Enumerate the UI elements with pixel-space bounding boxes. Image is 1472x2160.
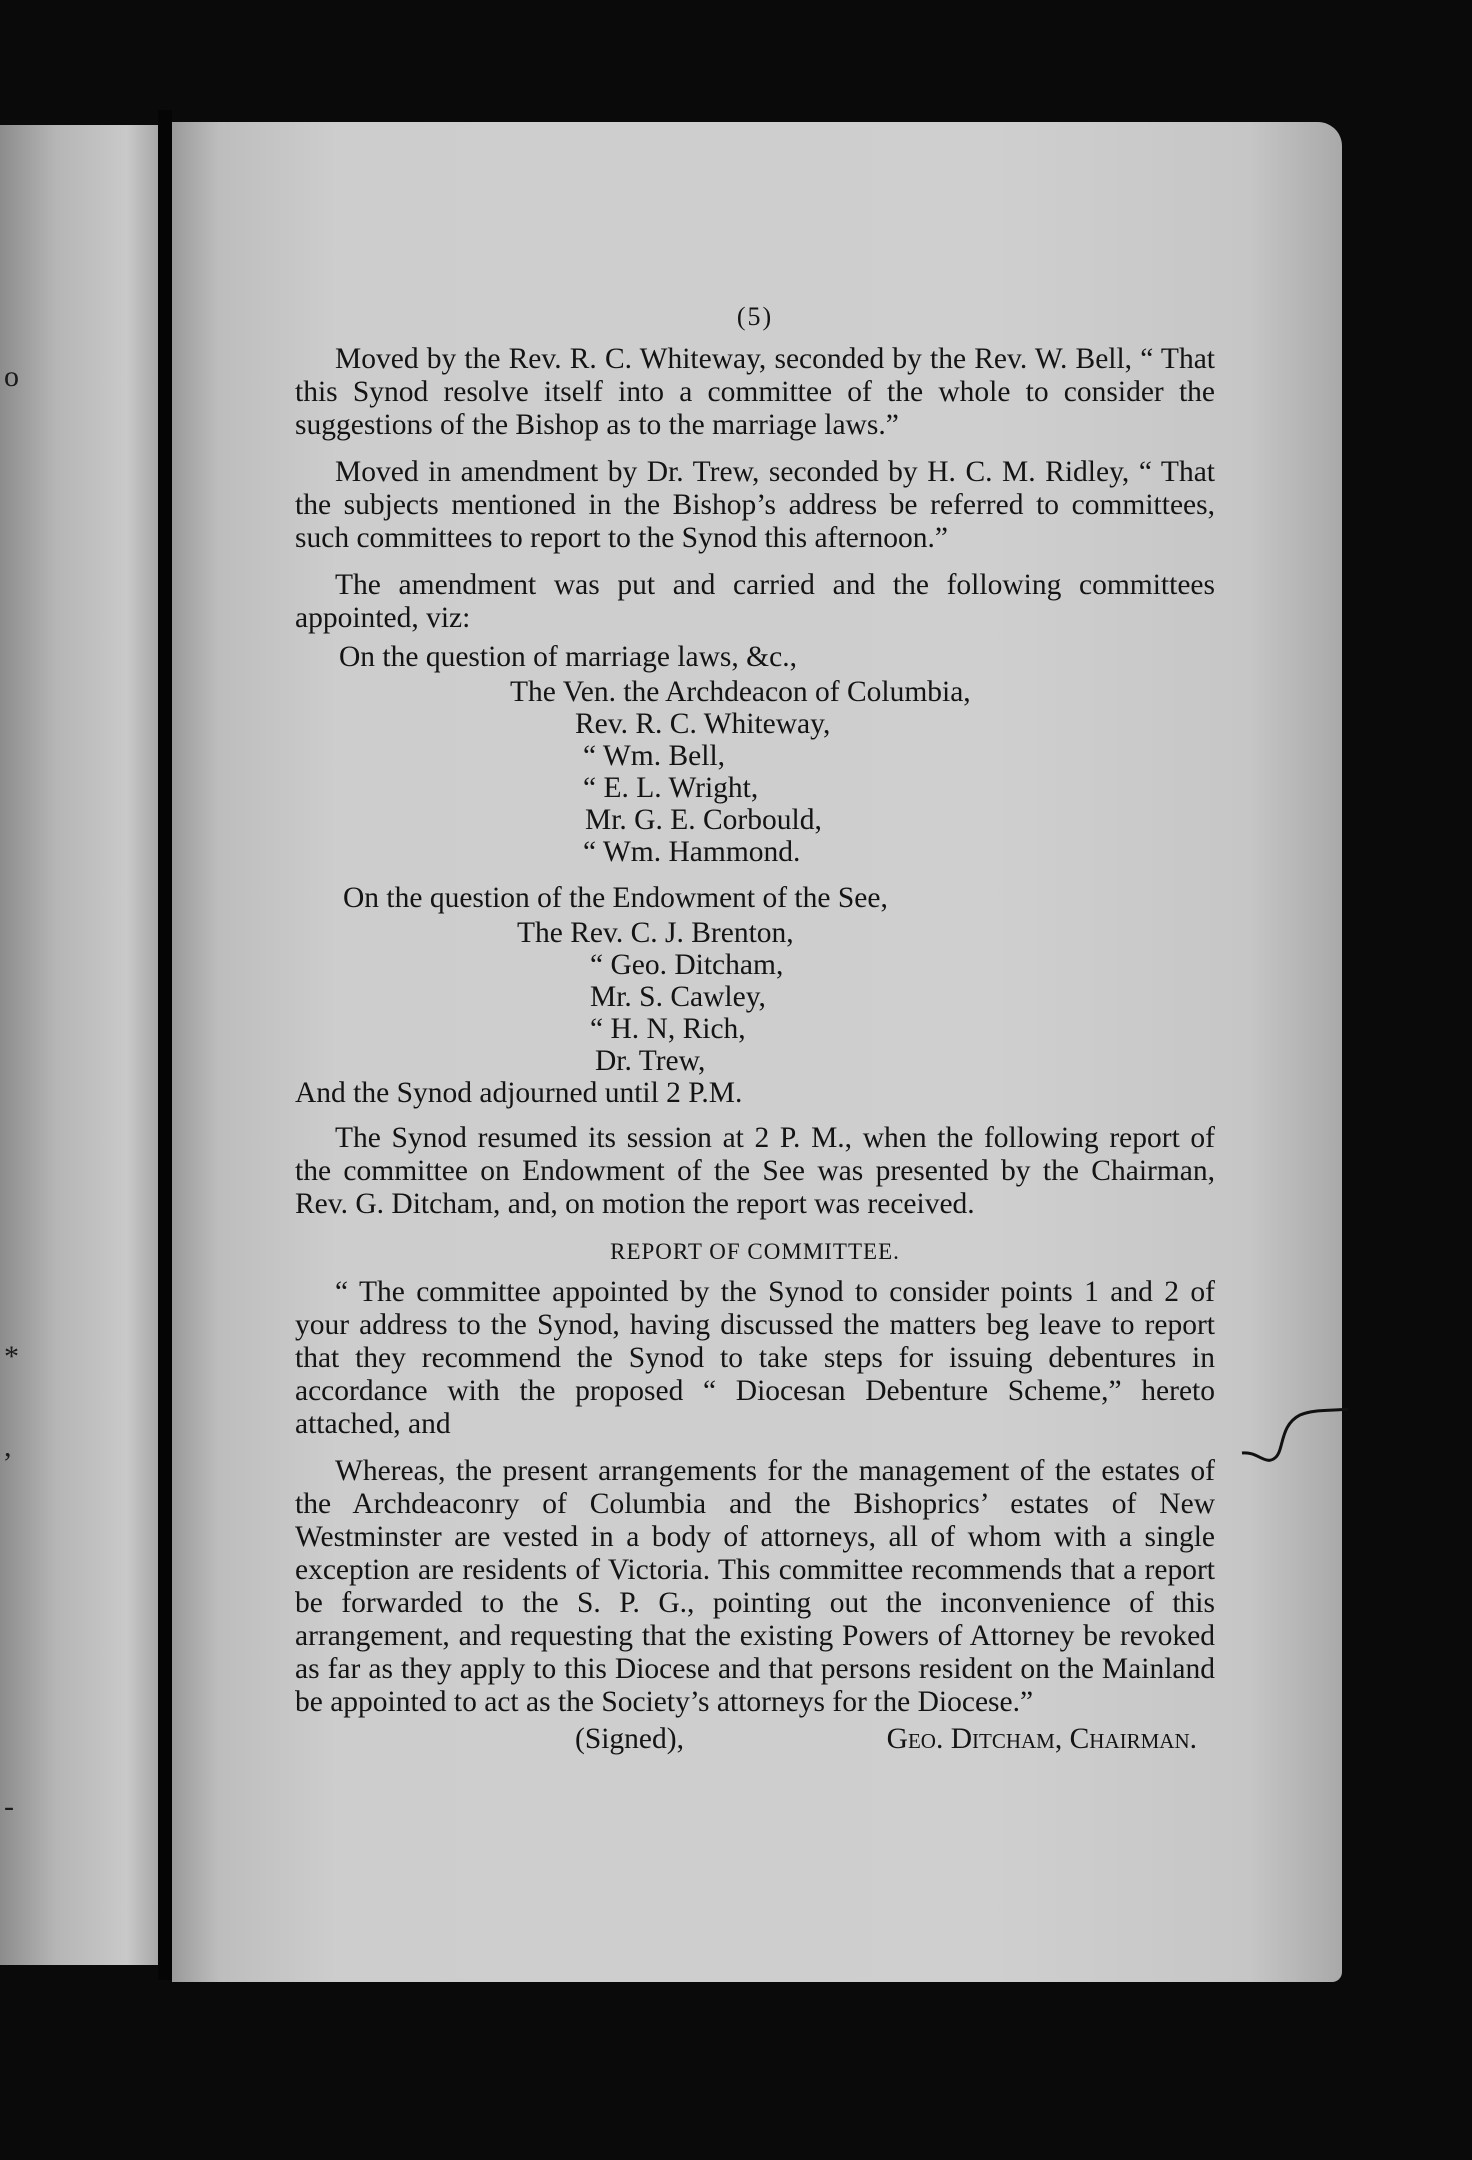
- committees-paragraph: The amendment was put and carried and the following committees appointed, viz:: [295, 569, 1215, 634]
- signed-label: (Signed),: [575, 1723, 684, 1755]
- report-paragraph: Whereas, the present arrangements for the management of the estates of the Archdeaconry of Columbia and the Bishoprics’ estates of New Westminster are vested in a body of attorneys, all of whom with a single exception are residents of Victoria. This committee recommends that a report be forwarded to the S. P. G., pointing out the inconvenience of this arrangement, and requesting that the existing Powers of Attorney be revoked as far as they apply to this Diocese and that persons resident on the Mainland be appointed to act as the Society’s attorneys for the Diocese.”: [295, 1455, 1215, 1718]
- pen-mark-icon: [1240, 1405, 1350, 1475]
- adjourned-line: And the Synod adjourned until 2 P.M.: [295, 1077, 743, 1109]
- left-page-fragment: ,: [4, 1430, 12, 1463]
- report-paragraph: “ The committee appointed by the Synod to consider points 1 and 2 of your address to the Synod, having discussed the matters beg leave to report that they recommend the Synod to take steps for issuing debentures in accordance with the proposed “ Diocesan Debenture Scheme,” hereto attached, and: [295, 1276, 1215, 1440]
- committee-member: “ Wm. Bell,: [583, 740, 726, 772]
- committee-member: “ Geo. Ditcham,: [590, 949, 784, 981]
- committee-member: Rev. R. C. Whiteway,: [575, 708, 831, 740]
- chairman-signature: Geo. Ditcham, Chairman.: [886, 1723, 1197, 1755]
- committee-member: “ E. L. Wright,: [583, 772, 759, 804]
- endowment-committee-list: [295, 917, 1215, 1077]
- report-title: REPORT OF COMMITTEE.: [610, 1239, 900, 1264]
- committee-member: Dr. Trew,: [595, 1045, 706, 1077]
- committee-member: The Ven. the Archdeacon of Columbia,: [510, 676, 971, 708]
- left-page-fragment: *: [4, 1340, 19, 1373]
- left-page-fragment: -: [4, 1790, 14, 1823]
- committee-member: “ H. N, Rich,: [590, 1013, 746, 1045]
- left-page-edge: [0, 125, 158, 1965]
- endowment-committee-heading: On the question of the Endowment of the See,: [343, 882, 888, 914]
- committee-member: “ Wm. Hammond.: [583, 836, 801, 868]
- resumed-paragraph: The Synod resumed its session at 2 P. M., when the following report of the committee on Endowment of the See was presented by the Chairman, Rev. G. Ditcham, and, on motion the report was received.: [295, 1122, 1215, 1220]
- marriage-committee-heading: On the question of marriage laws, &c.,: [339, 641, 797, 673]
- committee-member: Mr. G. E. Corbould,: [585, 804, 822, 836]
- signature-line: [295, 1723, 1215, 1756]
- motion-paragraph: Moved by the Rev. R. C. Whiteway, seconded by the Rev. W. Bell, “ That this Synod resolve itself into a committee of the whole to consider the suggestions of the Bishop as to the marriage laws.”: [295, 343, 1215, 441]
- left-page-fragment: o: [4, 360, 19, 393]
- page-number: (5): [736, 302, 774, 331]
- committee-member: The Rev. C. J. Brenton,: [517, 917, 794, 949]
- committee-member: Mr. S. Cawley,: [590, 981, 766, 1013]
- amendment-paragraph: Moved in amendment by Dr. Trew, seconded by H. C. M. Ridley, “ That the subjects mentioned in the Bishop’s address be referred to committees, such committees to report to the Synod this afternoon.”: [295, 456, 1215, 554]
- page-text: [295, 300, 1215, 1756]
- book-gutter: [158, 110, 172, 1980]
- marriage-committee-list: [295, 676, 1215, 868]
